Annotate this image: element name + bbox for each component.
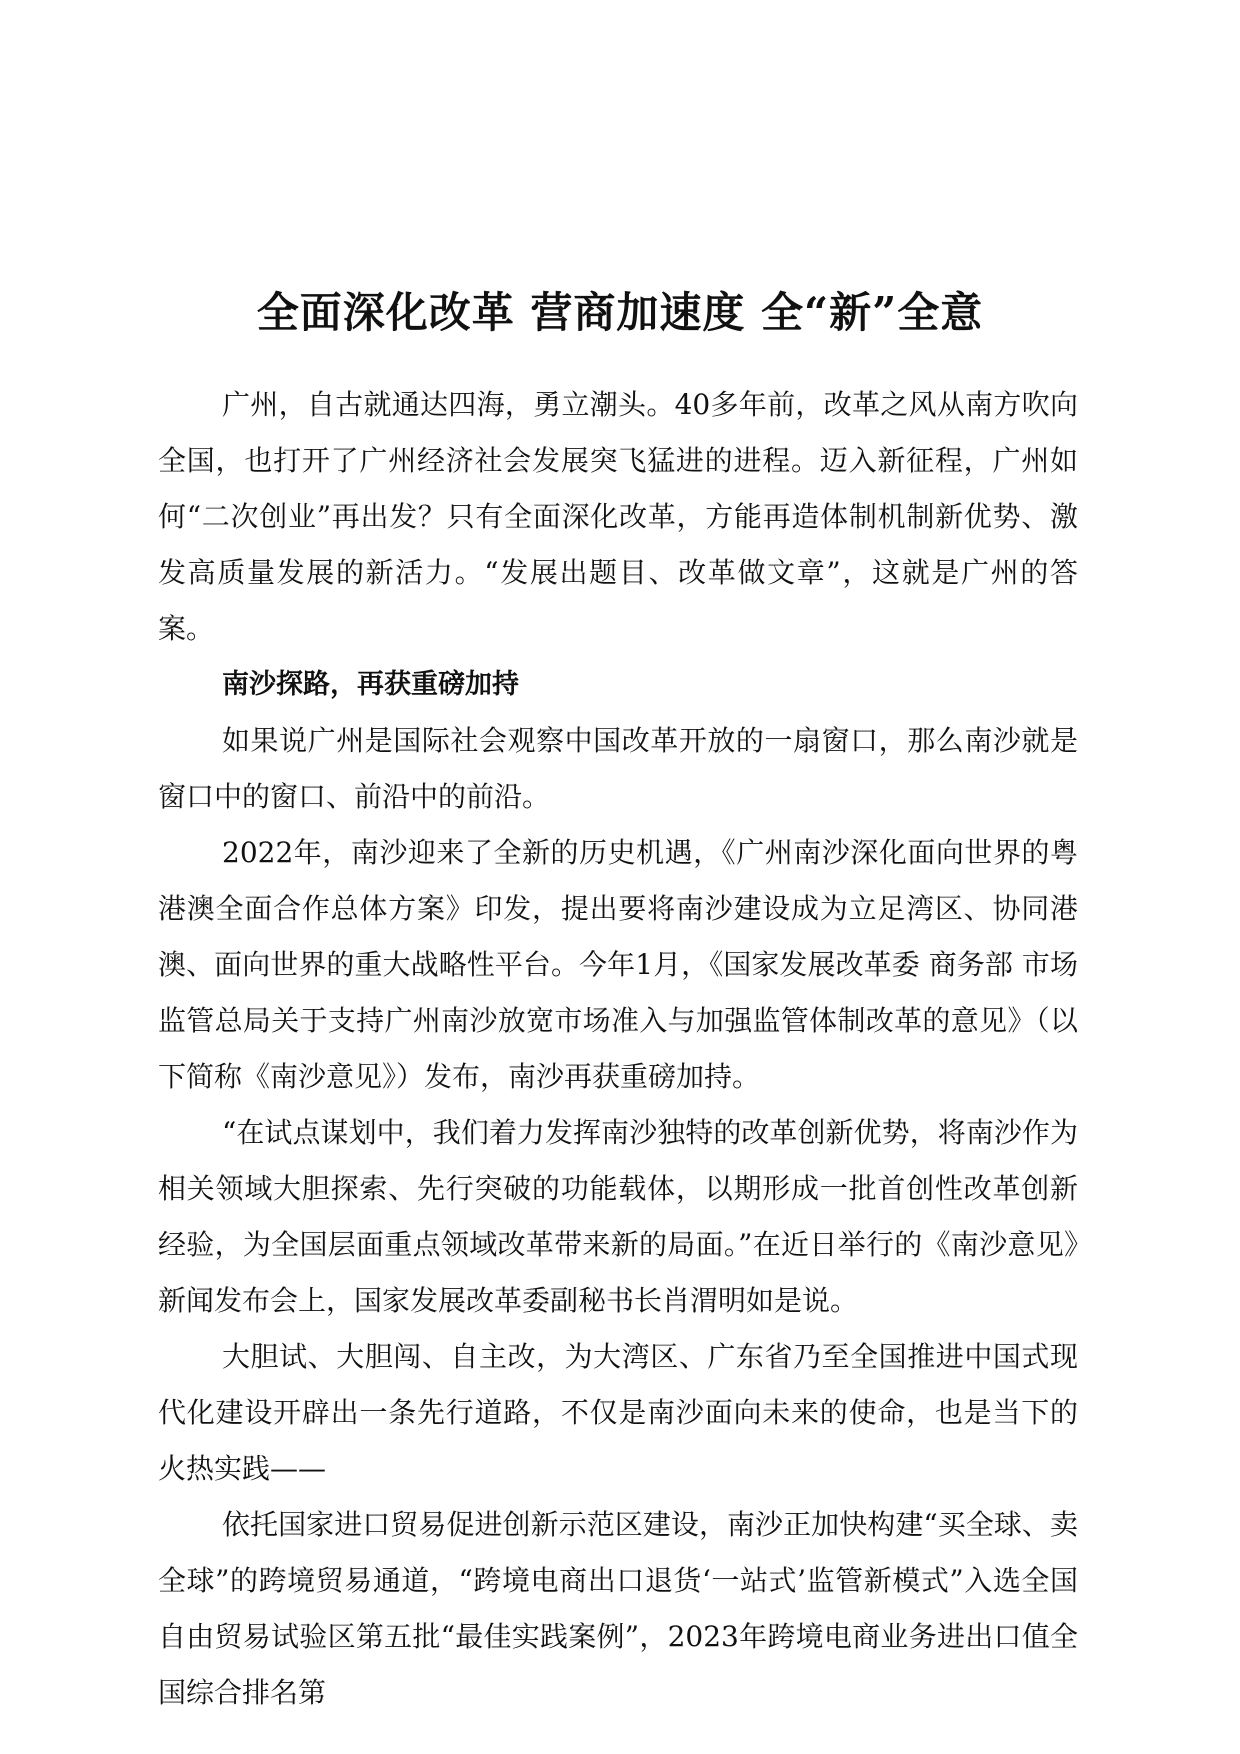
paragraph: 广州，自古就通达四海，勇立潮头。40多年前，改革之风从南方吹向全国，也打开了广州经济社会发展突飞猛进的进程。迈入新征程，广州如何“二次创业”再出发？只有全面深化改革，方能再造体制机制新优势、激发高质量发展的新活力。“发展出题目、改革做文章”，这就是广州的答案。: [158, 388, 1078, 645]
paragraph: 2022年，南沙迎来了全新的历史机遇，《广州南沙深化面向世界的粤港澳全面合作总体方案》印发，提出要将南沙建设成为立足湾区、协同港澳、面向世界的重大战略性平台。今年1月，《国家发展改革委 商务部 市场监管总局关于支持广州南沙放宽市场准入与加强监管体制改革的意见》（以下简称《南沙意见》）发布，南沙再获重磅加持。: [158, 836, 1078, 1093]
section-heading: 南沙探路，再获重磅加持: [222, 669, 519, 700]
paragraph: 大胆试、大胆闯、自主改，为大湾区、广东省乃至全国推进中国式现代化建设开辟出一条先行道路，不仅是南沙面向未来的使命，也是当下的火热实践——: [158, 1340, 1078, 1485]
paragraph: 如果说广州是国际社会观察中国改革开放的一扇窗口，那么南沙就是窗口中的窗口、前沿中的前沿。: [158, 724, 1078, 813]
document-body: [158, 377, 1078, 1721]
paragraph: 依托国家进口贸易促进创新示范区建设，南沙正加快构建“买全球、卖全球”的跨境贸易通道，“跨境电商出口退货‘一站式’监管新模式”入选全国自由贸易试验区第五批“最佳实践案例”，2023年跨境电商业务进出口值全国综合排名第: [158, 1508, 1078, 1709]
paragraph: “在试点谋划中，我们着力发挥南沙独特的改革创新优势，将南沙作为相关领域大胆探索、先行突破的功能载体，以期形成一批首创性改革创新经验，为全国层面重点领域改革带来新的局面。”在近日举行的《南沙意见》新闻发布会上，国家发展改革委副秘书长肖渭明如是说。: [158, 1116, 1078, 1317]
document-title: 全面深化改革 营商加速度 全“新”全意: [256, 288, 984, 338]
